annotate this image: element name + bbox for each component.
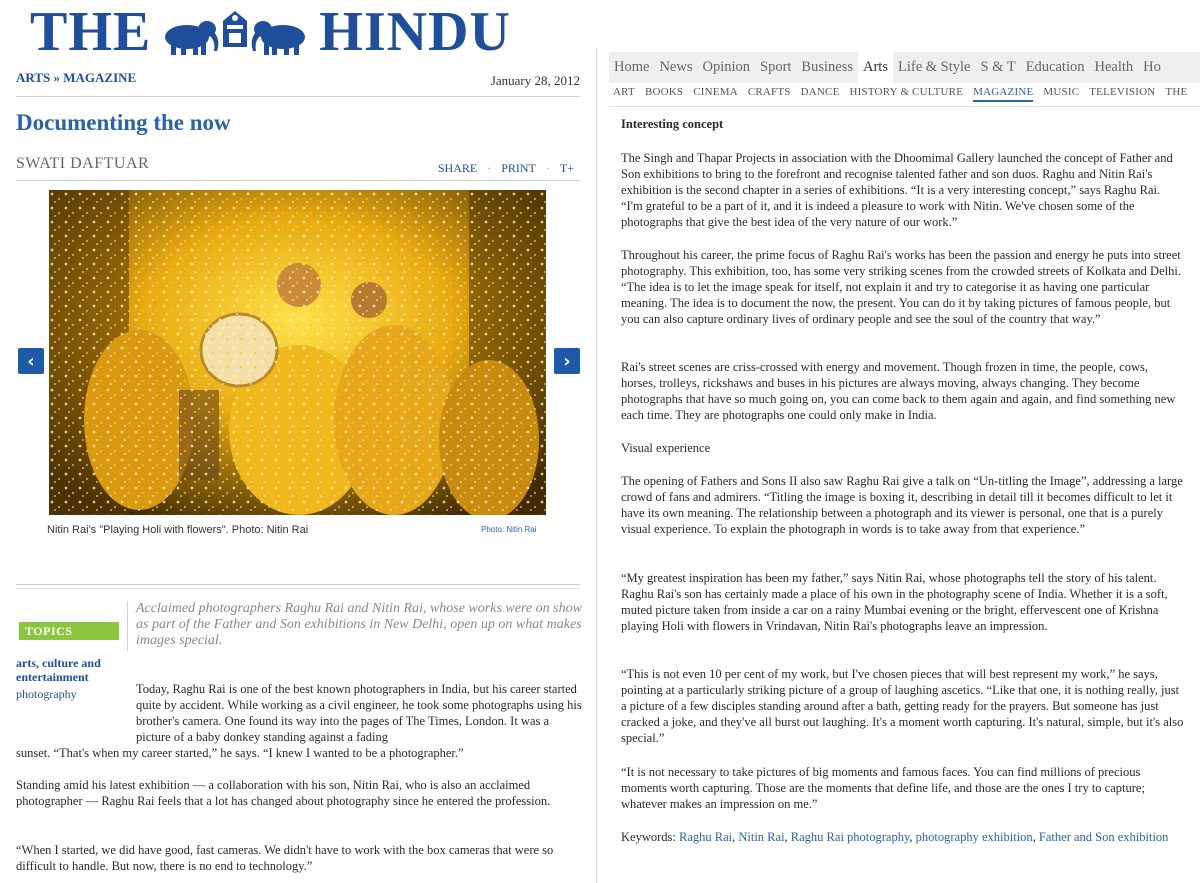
page-title: Documenting the now [16, 110, 231, 135]
share-separator: · [487, 161, 492, 175]
keyword-link[interactable]: photography exhibition [915, 830, 1033, 844]
topic-link[interactable]: photography [16, 687, 77, 701]
breadcrumb [16, 70, 136, 86]
keyword-link[interactable]: Raghu Rai [678, 830, 733, 844]
nav-item-life-style[interactable]: Life & Style [897, 59, 971, 75]
keywords: Keywords: Raghu Rai, Nitin Rai, Raghu Rai photography, photography exhibition, Father and Son exhibition [621, 830, 1169, 844]
nav-item-health[interactable]: Health [1094, 59, 1134, 75]
section-heading: Visual experience [621, 441, 711, 455]
subnav-item-crafts[interactable]: CRAFTS [747, 86, 791, 98]
nav-item-opinion[interactable]: Opinion [702, 59, 750, 75]
nav-item-sport[interactable]: Sport [760, 59, 792, 75]
share-separator: · [545, 161, 550, 175]
print-link[interactable]: PRINT [501, 161, 536, 175]
article-paragraph: Standing amid his latest exhibition — a collaboration with his son, Nitin Rai, who is also an acclaimed photographer — Raghu Rai feels that a lot has changed about photography since he entered the profession. [16, 778, 551, 808]
article-paragraph: Today, Raghu Rai is one of the best known photographers in India, but his career started quite by accident. While working as a civil engineer, he took some photographs using his brother's camera. One found its way into the pages of The Times, London. It was a picture of a baby donkey standing against a fading [136, 682, 582, 744]
keyword-link[interactable]: Nitin Rai [738, 830, 785, 844]
topics-label: TOPICS [19, 622, 119, 640]
main-navigation [609, 52, 1200, 83]
article-paragraph: Throughout his career, the prime focus of Raghu Rai's works has been the passion and energy he puts into street photography. This exhibition, too, has some very striking scenes from the crowded streets of Kolkata and Delhi. “The idea is to let the image speak for itself, not explain it and try to categorise it as having one particular meaning. The idea is to document the now, the present. You can do it by taking pictures of famous people, but you can also capture ordinary lives of ordinary people and see the soul of the country that way.” [621, 248, 1181, 326]
nav-item-business[interactable]: Business [801, 59, 853, 75]
photo-credit: Photo: Nitin Rai [481, 525, 537, 534]
subnav-item-truncated[interactable]: THE [1165, 86, 1188, 98]
keyword-link[interactable]: Raghu Rai photography [790, 830, 910, 844]
breadcrumb-subsection-link[interactable]: MAGAZINE [63, 70, 137, 85]
subnav-item-music[interactable]: MUSIC [1043, 86, 1080, 98]
article-paragraph: “My greatest inspiration has been my father,” says Nitin Rai, whose photographs tell the story of his talent. Raghu Rai's son has certainly made a place of his own in the photography scene of India. Whether it is a soft, muted picture taken from inside a car on a rainy Mumbai evening or the bright, effervescent one of Krishna playing Holi with flowers in Vrindavan, Nitin Rai's photographs leave an impression. [621, 571, 1168, 633]
nav-item-education[interactable]: Education [1025, 59, 1085, 75]
article-intro: Acclaimed photographers Raghu Rai and Nitin Rai, whose works were on show as part of the Father and Son exhibitions in New Delhi, open up on what makes images special. [136, 601, 582, 648]
holi-photo-illustration [49, 190, 546, 515]
gallery-photo[interactable] [49, 190, 546, 515]
section-heading: Interesting concept [621, 117, 724, 131]
text-size-link[interactable]: T+ [559, 161, 574, 175]
intro-rule [127, 601, 128, 651]
divider-line [16, 588, 580, 589]
divider-line [16, 180, 580, 181]
article-paragraph: sunset. “That's when my career started,” he says. “I knew I wanted to be a photographer.” [16, 746, 464, 760]
nav-item-home-truncated[interactable]: Ho [1143, 59, 1161, 75]
keyword-link[interactable]: Father and Son exhibition [1038, 830, 1169, 844]
subnav-item-books[interactable]: BOOKS [644, 86, 684, 98]
author-byline[interactable]: SWATI DAFTUAR [16, 155, 150, 172]
share-link[interactable]: SHARE [437, 161, 478, 175]
breadcrumb-separator: » [53, 70, 60, 85]
article-paragraph: The Singh and Thapar Projects in association with the Dhoomimal Gallery launched the concept of Father and Son exhibitions to bring to the forefront and recognise talented father and son duos. Raghu and Nitin Rai's exhibition is the second chapter in a series of exhibitions. “It is a very interesting concept,” says Raghu Rai. “I'm grateful to be a part of it, and it is indeed a pleasure to work with Nitin. We've chosen some of the photographs that give the best idea of the very nature of our work.” [621, 151, 1173, 229]
subnav-item-history-culture[interactable]: HISTORY & CULTURE [849, 86, 964, 98]
subnav-item-television[interactable]: TELEVISION [1089, 86, 1156, 98]
nav-item-arts[interactable]: Arts [858, 52, 893, 83]
share-tools [438, 161, 574, 176]
article-paragraph: “It is not necessary to take pictures of big moments and famous faces. You can find millions of precious moments worth capturing. Those are the moments that define life, and those are the ones I try to capture; whatever makes an impression on me.” [621, 765, 1145, 811]
article-paragraph: “When I started, we did have good, fast cameras. We didn't have to work with the box cameras that were so difficult to handle. But now, there is no end to technology.” [16, 843, 554, 873]
divider-line [609, 106, 1200, 107]
topic-link[interactable]: arts, culture and entertainment [16, 656, 101, 684]
masthead-logo[interactable] [30, 1, 511, 63]
sub-navigation [613, 86, 1200, 102]
article-right-column [597, 0, 1200, 883]
article-paragraph: “This is not even 10 per cent of my work, but I've chosen pieces that will best represent my work,” he says, pointing at a particularly striking picture of a group of laughing ascetics. “Like that one, it is nothing really, just a picture of a few disciples standing around after a bath, getting ready for the prayers. But someone has just cracked a joke, and they've all burst out laughing. It's a moment worth capturing. It's natural, simple, but it's also special.” [621, 667, 1184, 745]
nav-item-science-tech[interactable]: S & T [980, 59, 1016, 75]
publish-date: January 28, 2012 [490, 73, 580, 88]
gallery-prev-button[interactable] [18, 348, 44, 374]
chevron-left-icon: ‹ [27, 350, 35, 372]
masthead-word-right: HINDU [319, 1, 511, 63]
article-paragraph: Rai's street scenes are criss-crossed with energy and movement. Though frozen in time, the people, cows, horses, trolleys, rickshaws and buses in his pictures are always moving, always changing. They become photographs that have so much going on, you can come back to them again and again, and find something new each time. They are photographs one could only make in India. [621, 360, 1176, 422]
subnav-item-dance[interactable]: DANCE [800, 86, 840, 98]
photo-caption: Nitin Rai's "Playing Holi with flowers". Photo: Nitin Rai [47, 524, 309, 536]
subnav-item-cinema[interactable]: CINEMA [693, 86, 738, 98]
nav-item-home[interactable]: Home [614, 59, 650, 75]
article-left-column [0, 0, 596, 883]
breadcrumb-section-link[interactable]: ARTS [16, 70, 51, 85]
subnav-item-magazine[interactable]: MAGAZINE [973, 86, 1033, 102]
article-paragraph: The opening of Fathers and Sons II also saw Raghu Rai give a talk on “Un-titling the Image”, addressing a large crowd of fans and admirers. “Titling the image is boxing it, describing in detail till it becomes difficult to let it have its own meaning. The relationship between a photograph and its viewer is personal, one that is a purely visual experience. To explain the photograph in words is to take away from that experience.” [621, 474, 1183, 536]
nav-item-news[interactable]: News [659, 59, 693, 75]
masthead-word-left: THE [30, 1, 152, 63]
divider-line [16, 96, 580, 97]
gallery-next-button[interactable] [554, 348, 580, 374]
subnav-item-art[interactable]: ART [613, 86, 635, 98]
keywords-label: Keywords: [621, 830, 676, 844]
divider-line [16, 584, 580, 585]
masthead-emblem-icon [157, 7, 313, 57]
chevron-right-icon: › [563, 350, 571, 372]
